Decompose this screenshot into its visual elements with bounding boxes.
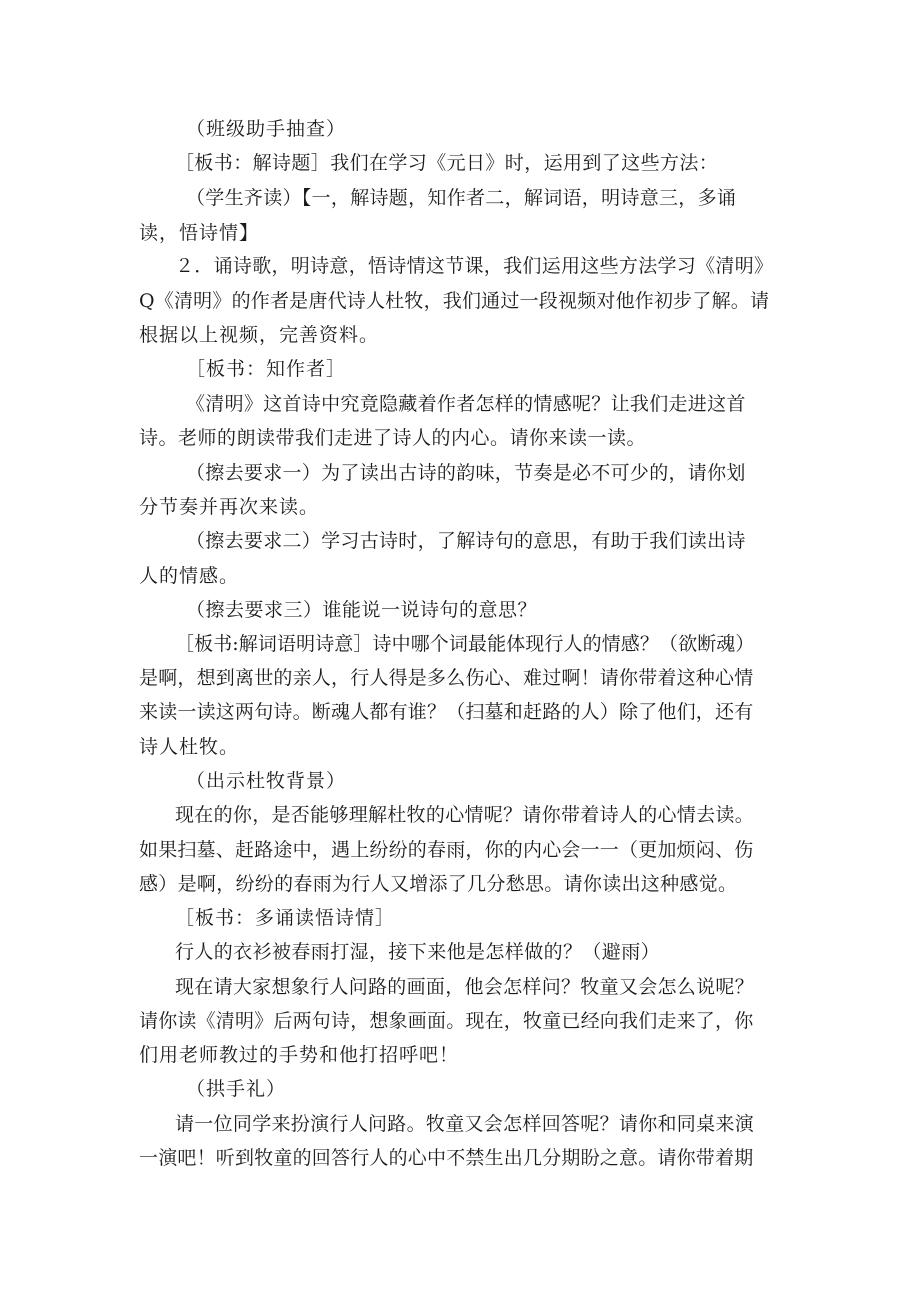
text-line: 诗。老师的朗读带我们走进了诗人的内心。请你来读一读。 — [139, 427, 647, 449]
text-line: 一演吧！听到牧童的回答行人的心中不禁生出几分期盼之意。请你带着期 — [139, 1147, 754, 1169]
text-line: 人的情感。 — [139, 565, 240, 587]
text-line: 请你读《清明》后两句诗，想象画面。现在，牧童已经向我们走来了，你 — [139, 1010, 754, 1032]
text-line: 分节奏并再次来读。 — [139, 496, 320, 518]
text-line: ［板书：解诗题］我们在学习《元日》时，运用到了这些方法： — [175, 152, 719, 174]
text-line: ［板书:解词语明诗意］诗中哪个词最能体现行人的情感？（欲断魂） — [175, 633, 755, 655]
text-line: ２．诵诗歌，明诗意，悟诗情这节课，我们运用这些方法学习《清明》 — [175, 255, 774, 277]
text-line: 是啊，想到离世的亲人，行人得是多么伤心、难过啊！请你带着这种心情 — [139, 667, 754, 689]
text-line: 读，悟诗情】 — [139, 222, 260, 244]
text-line: 现在请大家想象行人问路的画面，他会怎样问？牧童又会怎么说呢？ — [175, 976, 755, 998]
text-line: 感）是啊，纷纷的春雨为行人又增添了几分愁思。请你读出这种感觉。 — [139, 873, 738, 895]
text-line: 们用老师教过的手势和他打招呼吧！ — [139, 1044, 460, 1066]
text-line: 来读一读这两句诗。断魂人都有谁？（扫墓和赶路的人）除了他们，还有 — [139, 701, 754, 723]
text-line: （擦去要求三）谁能说一说诗句的意思？ — [186, 599, 538, 621]
text-line: 请一位同学来扮演行人问路。牧童又会怎样回答呢？请你和同桌来演 — [175, 1113, 755, 1135]
text-line: 行人的衣衫被春雨打湿，接下来他是怎样做的？（避雨） — [175, 941, 661, 963]
text-line: （班级助手抽查） — [186, 118, 347, 140]
text-line: （擦去要求一）为了读出古诗的韵味，节奏是必不可少的，请你划 — [186, 462, 746, 484]
text-line: Q《清明》的作者是唐代诗人杜牧，我们通过一段视频对他作初步了解。请 — [139, 290, 770, 312]
text-line: 根据以上视频，完善资料。 — [139, 324, 380, 346]
text-line: 诗人杜牧。 — [139, 736, 240, 758]
text-line: ［板书：多诵读悟诗情］ — [175, 907, 396, 929]
text-line: ［板书：知作者］ — [186, 358, 347, 380]
text-line: （擦去要求二）学习古诗时，了解诗句的意思，有助于我们读出诗 — [186, 530, 746, 552]
text-line: （出示杜牧背景） — [186, 770, 347, 792]
text-line: 现在的你，是否能够理解杜牧的心情呢？请你带着诗人的心情去读。 — [175, 804, 755, 826]
text-line: （拱手礼） — [186, 1078, 287, 1100]
text-line: 如果扫墓、赶路途中，遇上纷纷的春雨，你的内心会一一（更加烦闷、伤 — [139, 839, 754, 861]
text-line: （学生齐读）【一，解诗题，知作者二，解词语，明诗意三，多诵 — [186, 187, 737, 209]
text-line: 《清明》这首诗中究竟隐藏着作者怎样的情感呢？让我们走进这首 — [186, 393, 746, 415]
